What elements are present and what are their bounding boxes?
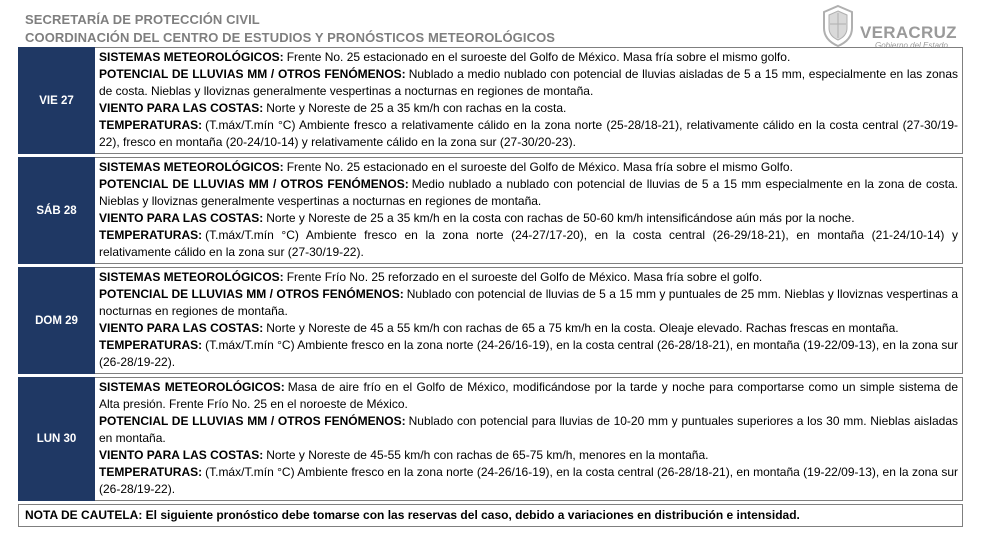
- sistemas-label: SISTEMAS METEOROLÓGICOS:: [99, 50, 284, 64]
- sistemas-text: Masa de aire frío en el Golfo de México, modificándose por la tarde y noche para comportarse como un simple sistema de Alta presión. Frente Frío No. 25 en el noroeste de México.: [99, 380, 958, 411]
- temperaturas-text: (T.máx/T.mín °C) Ambiente fresco en la zona norte (24-26/16-19), en la costa central (26-28/18-21), en montaña (19-22/09-13), en la zona sur (26-28/19-22).: [99, 338, 958, 369]
- sistemas-text: Frente Frío No. 25 reforzado en el suroeste del Golfo de México. Masa fría sobre el golfo.: [286, 270, 763, 284]
- temperaturas-text: (T.máx/T.mín °C) Ambiente fresco en la zona norte (24-26/16-19), en la costa central (26-28/18-21), en montaña (19-22/09-13), en la zona sur (26-28/19-22).: [99, 465, 958, 496]
- lluvias-line: [99, 286, 958, 320]
- lluvias-label: POTENCIAL DE LLUVIAS MM / OTROS FENÓMENOS:: [99, 287, 404, 301]
- viento-label: VIENTO PARA LAS COSTAS:: [99, 321, 264, 335]
- viento-text: Norte y Noreste de 25 a 35 km/h con rachas en la costa.: [266, 101, 567, 115]
- sistemas-label: SISTEMAS METEOROLÓGICOS:: [99, 160, 284, 174]
- temperaturas-text: (T.máx/T.mín °C) Ambiente fresco en la zona norte (24-27/17-20), en la costa central (26-29/18-21), en montaña (21-24/10-14) y relativamente cálido en la zona sur (27-30/19-22).: [99, 228, 958, 259]
- temperaturas-label: TEMPERATURAS:: [99, 338, 203, 352]
- temperaturas-line: [99, 337, 958, 371]
- temperaturas-label: TEMPERATURAS:: [99, 118, 203, 132]
- day-cell: LUN 30: [18, 377, 95, 501]
- sistemas-text: Frente No. 25 estacionado en el suroeste del Golfo de México. Masa fría sobre el mismo Golfo.: [286, 160, 793, 174]
- temperaturas-line: [99, 227, 958, 261]
- viento-line: [99, 100, 958, 117]
- viento-label: VIENTO PARA LAS COSTAS:: [99, 101, 264, 115]
- caution-note: NOTA DE CAUTELA: El siguiente pronóstico debe tomarse con las reservas del caso, debido a variaciones en distribución e intensidad.: [18, 504, 963, 527]
- lluvias-text: Nublado a medio nublado con potencial de lluvias aisladas de 5 a 15 mm, especialmente en las zonas de costa. Nieblas y lloviznas generalmente vespertinas a nocturnas en regiones de montaña.: [99, 67, 958, 98]
- lluvias-text: Nublado con potencial de lluvias de 5 a 15 mm y puntuales de 25 mm. Nieblas y lloviznas vespertinas a nocturnas en regiones de montaña.: [99, 287, 958, 318]
- logo-name: VERACRUZ: [860, 23, 957, 42]
- lluvias-text: Nublado con potencial para lluvias de 10-20 mm y puntuales superiores a los 30 mm. Nieblas aisladas en montaña.: [99, 414, 958, 445]
- viento-text: Norte y Noreste de 25 a 35 km/h en la costa con rachas de 50-60 km/h intensificándose aún más por la noche.: [266, 211, 855, 225]
- lluvias-line: [99, 413, 958, 447]
- forecast-table: [18, 47, 963, 527]
- day-cell: SÁB 28: [18, 157, 95, 264]
- lluvias-label: POTENCIAL DE LLUVIAS MM / OTROS FENÓMENOS:: [99, 177, 409, 191]
- temperaturas-line: [99, 117, 958, 151]
- forecast-row: [18, 377, 963, 501]
- sistemas-line: [99, 379, 958, 413]
- temperaturas-text: (T.máx/T.mín °C) Ambiente fresco a relativamente cálido en la zona norte (25-28/18-21), relativamente cálido en la costa central (27-30/19-22), fresco en montaña (20-24/10-14) y relativamente cálido en la zona sur (27-30/20-23).: [99, 118, 958, 149]
- lluvias-label: POTENCIAL DE LLUVIAS MM / OTROS FENÓMENOS:: [99, 67, 406, 81]
- forecast-row: [18, 47, 963, 154]
- sistemas-line: [99, 49, 958, 66]
- lluvias-text: Medio nublado a nublado con potencial de lluvias de 5 a 15 mm especialmente en la zona de costa. Nieblas y lloviznas generalmente vespertinas a nocturnas en regiones de montaña.: [99, 177, 958, 208]
- sistemas-line: [99, 269, 958, 286]
- forecast-content: [95, 47, 963, 154]
- state-seal-icon: [820, 4, 856, 48]
- veracruz-logo: [818, 3, 968, 51]
- temperaturas-line: [99, 464, 958, 498]
- logo-subtitle: Gobierno del Estado: [875, 41, 948, 50]
- sistemas-label: SISTEMAS METEOROLÓGICOS:: [99, 270, 284, 284]
- header-department: COORDINACIÓN DEL CENTRO DE ESTUDIOS Y PRONÓSTICOS METEOROLÓGICOS: [25, 30, 556, 45]
- forecast-content: [95, 157, 963, 264]
- forecast-row: [18, 267, 963, 374]
- lluvias-line: [99, 176, 958, 210]
- viento-label: VIENTO PARA LAS COSTAS:: [99, 448, 264, 462]
- viento-line: [99, 320, 958, 337]
- viento-label: VIENTO PARA LAS COSTAS:: [99, 211, 264, 225]
- header-agency: SECRETARÍA DE PROTECCIÓN CIVIL: [25, 12, 260, 27]
- lluvias-line: [99, 66, 958, 100]
- forecast-content: [95, 267, 963, 374]
- viento-line: [99, 447, 958, 464]
- day-cell: DOM 29: [18, 267, 95, 374]
- temperaturas-label: TEMPERATURAS:: [99, 465, 203, 479]
- sistemas-line: [99, 159, 958, 176]
- sistemas-label: SISTEMAS METEOROLÓGICOS:: [99, 380, 285, 394]
- forecast-row: [18, 157, 963, 264]
- viento-text: Norte y Noreste de 45-55 km/h con rachas de 65-75 km/h, menores en la montaña.: [266, 448, 709, 462]
- forecast-content: [95, 377, 963, 501]
- sistemas-text: Frente No. 25 estacionado en el suroeste del Golfo de México. Masa fría sobre el mismo golfo.: [286, 50, 791, 64]
- viento-text: Norte y Noreste de 45 a 55 km/h con rachas de 65 a 75 km/h en la costa. Oleaje elevado. Rachas frescas en montaña.: [266, 321, 899, 335]
- day-cell: VIE 27: [18, 47, 95, 154]
- viento-line: [99, 210, 958, 227]
- temperaturas-label: TEMPERATURAS:: [99, 228, 203, 242]
- lluvias-label: POTENCIAL DE LLUVIAS MM / OTROS FENÓMENOS:: [99, 414, 406, 428]
